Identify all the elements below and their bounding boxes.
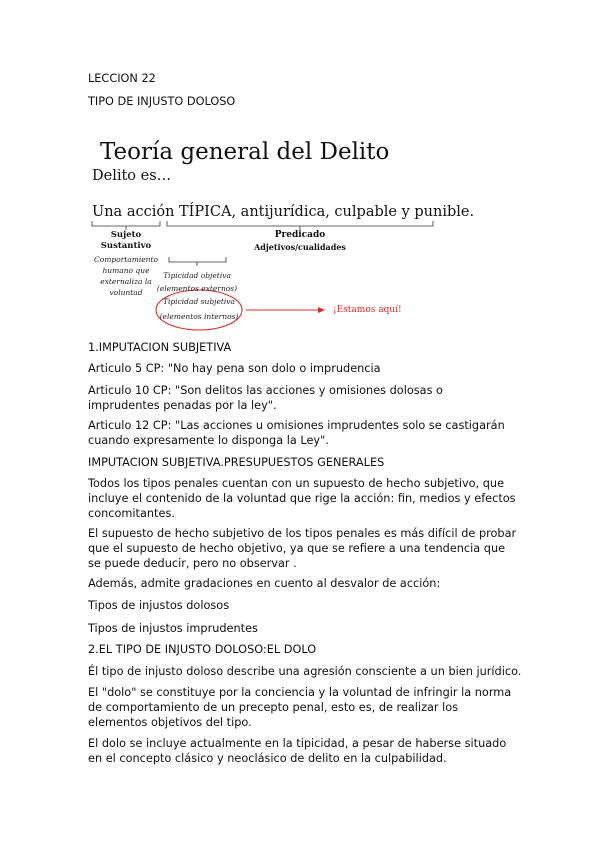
objective-typicity: Tipicidad objetiva — [163, 271, 231, 280]
section-heading-general: IMPUTACION SUBJETIVA.PRESUPUESTOS GENERALES — [88, 456, 385, 469]
subjective-elements: (elementos internos) — [159, 312, 239, 321]
article-5: Articulo 5 CP: "No hay pena son dolo o imprudencia — [88, 362, 381, 375]
diagram-subtitle: Delito es… — [92, 168, 172, 184]
article-12: Articulo 12 CP: "Las acciones u omisiones imprudentes solo se castigarán cuando expresamente lo disponga la Ley". — [88, 419, 505, 447]
paragraph-dolo-typicity: El dolo se incluye actualmente en la tipicidad, a pesar de haberse situado en el concepto clásico y neoclásico de delito en la culpabilidad. — [88, 737, 507, 765]
lesson-number: LECCION 22 — [88, 72, 156, 85]
subject-label: Sujeto — [110, 230, 142, 240]
article-10: Articulo 10 CP: "Son delitos las acciones y omisiones dolosas o imprudentes penadas por la ley". — [88, 384, 443, 412]
list-item-imprudentes: Tipos de injustos imprudentes — [88, 622, 258, 635]
paragraph-subjective-fact: Todos los tipos penales cuentan con un supuesto de hecho subjetivo, que incluye el contenido de la voluntad que rige la acción: fin, medios y efectos concomitantes. — [88, 477, 516, 520]
diagram-sentence: Una acción TÍPICA, antijurídica, culpable y punible. — [92, 204, 475, 220]
subject-sub: Sustantivo — [100, 241, 152, 251]
predicate-sub: Adjetivos/cualidades — [254, 242, 346, 252]
subject-desc-1: Comportamiento — [93, 255, 159, 264]
predicate-label: Predicado — [274, 230, 326, 240]
pointer-label: ¡Estamos aquí! — [333, 305, 402, 315]
paragraph-dolo-definition: El "dolo" se constituye por la conciencia y la voluntad de infringir la norma de comportamiento de un precepto penal, esto es, de realizar los elementos objetivos del tipo. — [88, 686, 512, 729]
paragraph-doloso-type: Él tipo de injusto doloso describe una agresión consciente a un bien jurídico. — [88, 665, 522, 678]
paragraph-gradations: Además, admite gradaciones en cuento al desvalor de acción: — [88, 577, 441, 590]
lesson-topic: TIPO DE INJUSTO DOLOSO — [88, 95, 236, 108]
subject-desc-3: externaliza la — [100, 277, 152, 286]
section-heading-2: 2.EL TIPO DE INJUSTO DOLOSO:EL DOLO — [88, 643, 317, 656]
subject-desc-4: voluntad — [109, 288, 143, 297]
list-item-dolosos: Tipos de injustos dolosos — [88, 599, 230, 612]
subject-desc-2: humano que — [102, 266, 150, 275]
paragraph-proof: El supuesto de hecho subjetivo de los tipos penales es más difícil de probar que el supuesto de hecho objetivo, ya que se refiere a una tendencia que se puede deducir, pero no observar . — [88, 527, 517, 570]
diagram-title: Teoría general del Delito — [100, 139, 390, 165]
objective-elements: (elementos externos) — [156, 284, 238, 293]
subjective-typicity: Tipicidad subjetiva — [162, 297, 236, 306]
section-heading-1: 1.IMPUTACION SUBJETIVA — [88, 341, 232, 354]
